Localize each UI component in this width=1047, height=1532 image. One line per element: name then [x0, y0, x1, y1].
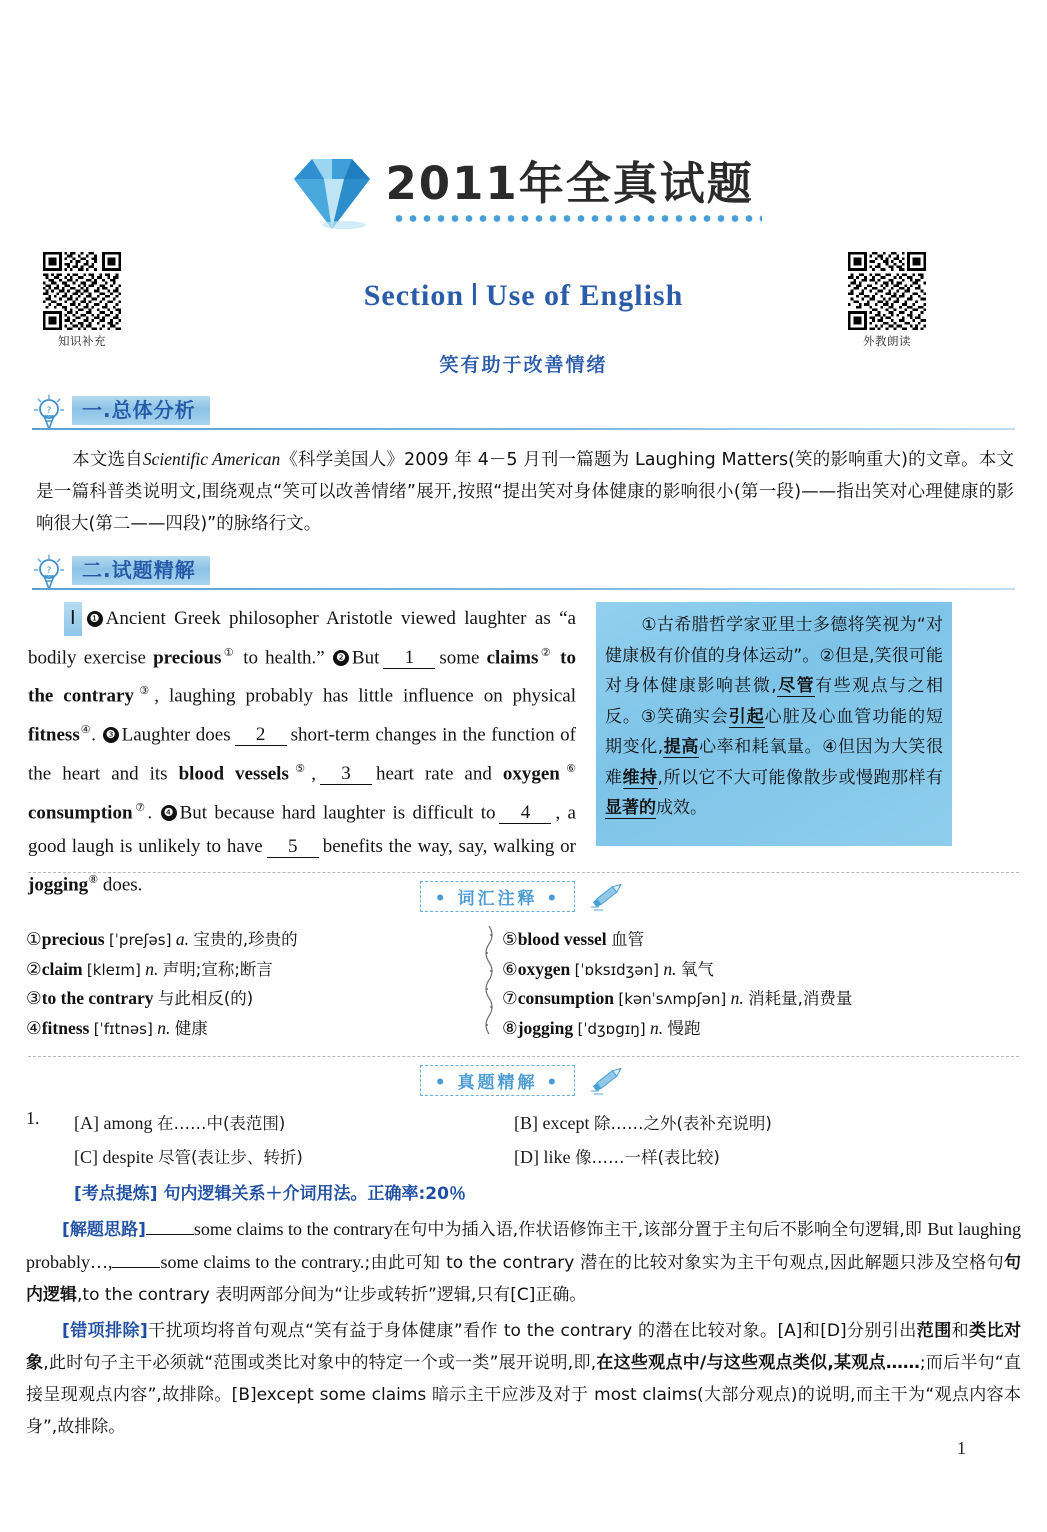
option-c[interactable]: [74, 1142, 514, 1173]
vocab-ipa: [ˈdʒɒgɪŋ]: [577, 1019, 646, 1038]
vocab-ref-4: ④: [79, 723, 92, 737]
elimination-tag: [错项排除]: [62, 1321, 148, 1341]
translation-s2-b: 有些观点与之相反。: [605, 676, 944, 727]
keypoint-tag: [考点提炼]: [74, 1184, 158, 1204]
option-meaning: 除……之外(表补充说明): [593, 1114, 772, 1133]
translation-keyword-measurable: 显著的: [605, 798, 656, 818]
sentence-marker-4: ❹: [161, 805, 177, 821]
option-key: [A]: [74, 1113, 99, 1133]
blank-5[interactable]: 5: [267, 837, 319, 858]
vocab-ipa: [kleɪm]: [86, 960, 141, 979]
option-meaning: 尽管(表让步、转折): [158, 1148, 303, 1167]
vocab-word: fitness: [41, 1017, 90, 1038]
vocab-entry: [26, 984, 476, 1014]
translation-keyword-boost: 提高: [663, 737, 699, 757]
vocab-meaning: 宝贵的,珍贵的: [193, 930, 298, 949]
passage-s2-d: .: [91, 724, 97, 746]
elimination-paragraph: [26, 1315, 1021, 1443]
heading-rule: [32, 428, 1015, 430]
vocab-index: ②: [26, 958, 42, 979]
elimination-emph-3: 在这些观点中: [596, 1353, 700, 1373]
translation-keyword-though: 尽管: [776, 676, 816, 696]
vocab-word: blood vessel: [517, 929, 607, 949]
approach-cn-3: ,to the contrary 表明两部分间为“让步或转折”逻辑,只有[C]正确。: [77, 1285, 587, 1305]
option-word: among: [103, 1113, 153, 1133]
vocab-entry: [26, 925, 476, 955]
diamond-icon: [286, 151, 378, 233]
question-number: 1.: [26, 1108, 40, 1128]
overview-source-title: Scientific American: [142, 449, 281, 469]
vocab-badge: • 词汇注释 •: [420, 881, 576, 912]
passage-s3-c: ,: [311, 763, 316, 785]
sentence-marker-3: ❸: [103, 727, 119, 743]
elimination-emph-sep: /: [699, 1353, 707, 1373]
explanation-badge: • 真题精解 •: [420, 1065, 576, 1096]
approach-cn-1: 在句中为插入语,作状语修饰主干,该部分置于主句后不影响全句逻辑,即: [393, 1220, 928, 1240]
vocab-entry: [502, 1014, 1022, 1044]
vocab-index: ⑦: [502, 988, 518, 1008]
divider-above-explanation: [28, 1056, 1019, 1057]
approach-en-2: But laughing probably…,: [26, 1219, 1021, 1272]
vocab-ref-8: ⑧: [88, 873, 99, 887]
vocab-ref-1: ①: [221, 645, 237, 659]
question-1-block: [26, 1108, 1021, 1443]
vocab-pos: n.: [145, 958, 159, 979]
vocab-pos: n.: [650, 1017, 664, 1038]
section-label-prefix: Section: [363, 279, 465, 312]
vocab-ref-3: ③: [134, 684, 155, 698]
translation-s4-a: ④但因为大笑很难: [605, 737, 944, 788]
vocab-ref-2: ②: [538, 645, 554, 659]
vocab-fitness: fitness: [28, 724, 80, 746]
page-number: 1: [957, 1438, 966, 1458]
translation-keyword-produce: 引起: [728, 706, 765, 727]
option-key: [C]: [74, 1147, 98, 1167]
section-number: Ⅰ: [470, 279, 480, 312]
translation-keyword-sustain: 维持: [622, 767, 658, 788]
svg-text:?: ?: [46, 566, 52, 576]
chinese-translation-box: [596, 602, 952, 846]
approach-inline-blank-2: [112, 1267, 160, 1268]
section-heading: [0, 278, 1047, 313]
vocab-claims: claims: [486, 646, 539, 668]
heading-overview-label: 一.总体分析: [72, 396, 210, 425]
approach-tag: [解题思路]: [62, 1220, 146, 1240]
vocab-meaning: 声明;宣称;断言: [162, 959, 273, 979]
vocab-oxygen: oxygen: [502, 763, 560, 785]
translation-s4-c: 成效。: [656, 798, 707, 818]
vocab-list-left: [26, 925, 476, 1043]
vocab-index: ⑥: [502, 958, 518, 979]
vocab-meaning: 氧气: [680, 959, 714, 979]
overview-paragraph: [36, 443, 1014, 540]
elimination-t3: ,此时句子主干必须就“范围或类比对象中的特定一个或一类”展开说明,即,: [43, 1353, 597, 1373]
vocab-to-the-contrary: to the contrary: [28, 646, 576, 707]
blank-2[interactable]: 2: [235, 725, 287, 746]
elimination-emph-4: 与这些观点类似,某观点……: [706, 1353, 920, 1373]
vocab-meaning: 慢跑: [667, 1018, 701, 1038]
vocab-index: ③: [26, 988, 42, 1008]
pencil-icon: [587, 1064, 627, 1096]
elimination-t4: ;而后半句“直接呈现观点内容”,故排除。[B]except some claims 暗示主干应涉及对于 most claims(大部分观点)的说明,而主干为“观点内容本身”,故排除。: [26, 1353, 1021, 1437]
vocab-ref-7: ⑦: [132, 800, 148, 814]
approach-en-1: some claims to the contrary: [193, 1219, 394, 1239]
passage-s1-a: Ancient Greek philosopher Aristotle viewed laughter as “a bodily exercise: [28, 608, 576, 668]
vocab-badge-row: [0, 880, 1047, 914]
heading-detail-label: 二.试题精解: [72, 556, 210, 585]
elimination-t1: 干扰项均将首句观点“笑有益于身体健康”看作 to the contrary 的潜在比较对象。[A]和[D]分别引出: [147, 1321, 917, 1341]
explanation-badge-row: [0, 1064, 1047, 1098]
vocab-word: jogging: [517, 1017, 574, 1038]
vocab-consumption: consumption: [28, 802, 133, 824]
vocab-index: ⑧: [502, 1017, 518, 1038]
passage-s3-e: .: [147, 802, 153, 824]
vocab-pos: n.: [157, 1017, 171, 1038]
vocab-word: oxygen: [517, 958, 571, 979]
vocab-meaning: 与此相反(的): [157, 989, 254, 1008]
vocab-word: claim: [41, 958, 83, 979]
wavy-divider-icon: [482, 926, 496, 1036]
translation-s2-a: ②但是,笑很可能对身体健康影响甚微,: [605, 645, 943, 696]
elimination-emph-1: 范围: [916, 1321, 952, 1341]
keypoint-text: 句内逻辑关系＋介词用法。正确率:: [163, 1184, 426, 1204]
vocab-meaning: 消耗量,消费量: [748, 989, 853, 1008]
passage-s4-d: does.: [98, 874, 143, 896]
qr-right-label: 外教朗读: [863, 334, 911, 348]
vocab-entry: [26, 1014, 476, 1044]
vocab-meaning: 血管: [611, 930, 645, 949]
translation-s3-c: 心率和耗氧量。: [699, 737, 823, 757]
vocab-list-right: [502, 925, 1022, 1043]
blank-1[interactable]: 1: [383, 648, 435, 669]
option-grid: [74, 1108, 1021, 1173]
english-passage: [28, 602, 576, 902]
option-word: despite: [102, 1147, 154, 1167]
heading-detail: [32, 556, 1015, 590]
accuracy-rate: 20％: [425, 1184, 466, 1204]
vocab-pos: n.: [663, 958, 677, 979]
option-key: [D]: [514, 1147, 539, 1167]
vocab-index: ④: [26, 1017, 42, 1038]
heading-overview: [32, 396, 1015, 430]
passage-s4-a: But because hard laughter is difficult to: [179, 802, 496, 824]
vocab-ref-5: ⑤: [288, 761, 312, 775]
passage-s4-b: , a good laugh is unlikely to have: [28, 802, 576, 857]
elimination-t2: 和: [951, 1321, 970, 1341]
page-title-row: [0, 138, 1047, 246]
overview-text-a: 本文选自: [72, 450, 143, 470]
vocab-ipa: [ˈpreʃəs]: [108, 931, 172, 949]
sentence-marker-1: ❶: [87, 611, 103, 627]
vocab-word: to the contrary: [41, 988, 154, 1008]
title-dot-underline: [392, 214, 762, 223]
vocab-index: ⑤: [502, 929, 518, 949]
approach-paragraph: [26, 1213, 1021, 1311]
elimination-emph-2: 类比对象: [26, 1321, 1022, 1373]
vocab-index: ①: [26, 929, 42, 949]
option-meaning: 在……中(表范围): [157, 1114, 286, 1133]
passage-s3-d: heart rate and: [375, 763, 503, 785]
vocab-entry: [502, 984, 1022, 1014]
passage-s1-b: to health.”: [236, 646, 325, 668]
vocab-jogging: jogging: [28, 874, 89, 896]
passage-s3-b: short-term changes in the function of the heart and its: [28, 724, 577, 785]
vocab-precious: precious: [153, 646, 222, 668]
heading-rule: [32, 588, 1015, 590]
option-d[interactable]: [514, 1142, 1021, 1173]
vocab-ipa: [ˈfɪtnəs]: [93, 1019, 153, 1038]
overview-text-b: 《科学美国人》2009 年 4－5 月刊一篇题为 Laughing Matters(笑的影响重大)的文章。本文是一篇科普类说明文,围绕观点“笑可以改善情绪”展开,按照“提出笑对身体健康的影响很小(第一段)——指出笑对心理健康的影响很大(第二——四段)”的脉络行文。: [36, 450, 1014, 534]
option-meaning: 像……一样(表比较): [575, 1148, 720, 1167]
approach-emphasis: 句内逻辑: [26, 1253, 1021, 1305]
section-label-suffix: Use of English: [485, 279, 684, 312]
vocab-ipa: [kənˈsʌmpʃən]: [618, 990, 727, 1008]
translation-s3-b: 心脏及心血管功能的短期变化,: [605, 706, 944, 757]
vocab-entry: [26, 955, 476, 985]
pencil-icon: [587, 880, 627, 912]
passage-s4-c: benefits the way, say, walking or: [322, 835, 576, 857]
passage-s2-b: some: [439, 646, 487, 668]
vocab-word: precious: [41, 929, 105, 949]
passage-s2-a: But: [351, 646, 380, 668]
lightbulb-icon: [32, 394, 66, 430]
option-word: except: [542, 1113, 590, 1133]
vocab-entry: [502, 925, 1022, 955]
article-subtitle: 笑有助于改善情绪: [439, 354, 608, 376]
keypoint-line: [74, 1179, 1021, 1209]
translation-s4-b: ,所以它不大可能像散步或慢跑那样有: [657, 767, 944, 788]
sentence-marker-2: ❷: [333, 650, 349, 666]
option-key: [B]: [514, 1113, 538, 1133]
page-title: 2011年全真试题: [385, 157, 754, 210]
vocab-blood-vessels: blood vessels: [178, 763, 289, 785]
translation-s1: ①古希腊哲学家亚里士多德将笑视为“对健康极有价值的身体运动”。: [605, 615, 943, 666]
divider-above-vocab: [28, 872, 1019, 873]
vocab-pos: a.: [175, 929, 189, 949]
vocab-ipa: [ˈɒksɪdʒən]: [574, 960, 659, 979]
lightbulb-icon: [32, 554, 66, 590]
passage-s2-c: , laughing probably has little influence on physical: [154, 685, 576, 707]
vocab-ref-6: ⑥: [559, 761, 576, 775]
blank-4[interactable]: 4: [499, 803, 551, 824]
qr-left-label: 知识补充: [58, 334, 106, 348]
vocab-pos: n.: [730, 988, 744, 1008]
approach-en-3: some claims to the contrary.: [160, 1252, 365, 1272]
vocab-meaning: 健康: [174, 1018, 208, 1038]
title-block: [385, 157, 762, 223]
translation-s3-a: ③笑确实会: [640, 706, 729, 727]
passage-paragraph-number: Ⅰ: [64, 602, 82, 636]
passage-s3-a: Laughter does: [121, 724, 231, 746]
svg-text:?: ?: [46, 406, 52, 416]
option-a[interactable]: [74, 1108, 514, 1139]
option-b[interactable]: [514, 1108, 1021, 1139]
approach-cn-2: ;由此可知 to the contrary 潜在的比较对象实为主干句观点,因此解题只涉及空格句: [364, 1253, 1004, 1273]
approach-inline-blank-1: [146, 1234, 194, 1235]
blank-3[interactable]: 3: [320, 764, 372, 785]
option-word: like: [543, 1147, 571, 1167]
vocab-entry: [502, 955, 1022, 985]
vocab-word: consumption: [517, 988, 614, 1008]
